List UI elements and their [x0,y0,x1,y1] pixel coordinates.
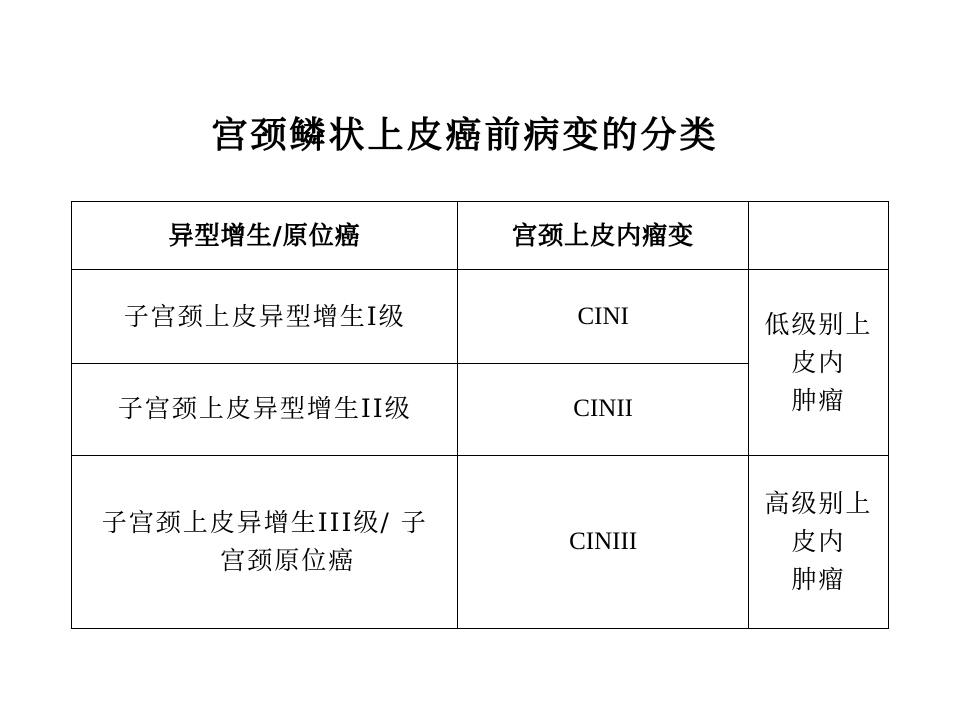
high-grade-cell [748,456,888,629]
dysplasia-grade-3-cell [72,456,458,629]
table-row [72,270,889,363]
cin-1-cell: CINI [458,270,748,363]
low-grade-line2: 皮内 [791,347,846,377]
header-cin: 宫颈上皮内瘤变 [458,202,748,270]
high-grade-line1: 高级别上 [764,489,873,519]
dysplasia-grade-3-line2: 宫颈原位癌 [220,546,356,576]
low-grade-line3: 肿瘤 [791,385,846,415]
low-grade-line1: 低级别上 [764,309,873,339]
cin-2-cell: CINII [458,363,748,455]
table-header-row [72,202,889,270]
high-grade-line2: 皮内 [791,527,846,557]
dysplasia-grade-1-cell: 子宫颈上皮异型增生I级 [72,270,458,363]
high-grade-line3: 肿瘤 [791,565,846,595]
classification-table [71,201,889,629]
slide-title: 宫颈鳞状上皮癌前病变的分类 [211,115,719,156]
header-dysplasia: 异型增生/原位癌 [72,202,458,270]
dysplasia-grade-2-cell: 子宫颈上皮异型增生II级 [72,363,458,455]
cin-3-cell: CINIII [458,456,748,629]
low-grade-cell [748,270,888,456]
header-grade [748,202,888,270]
dysplasia-grade-3-line1: 子宫颈上皮异增生III级/ 子 [101,508,428,538]
table-row [72,456,889,629]
